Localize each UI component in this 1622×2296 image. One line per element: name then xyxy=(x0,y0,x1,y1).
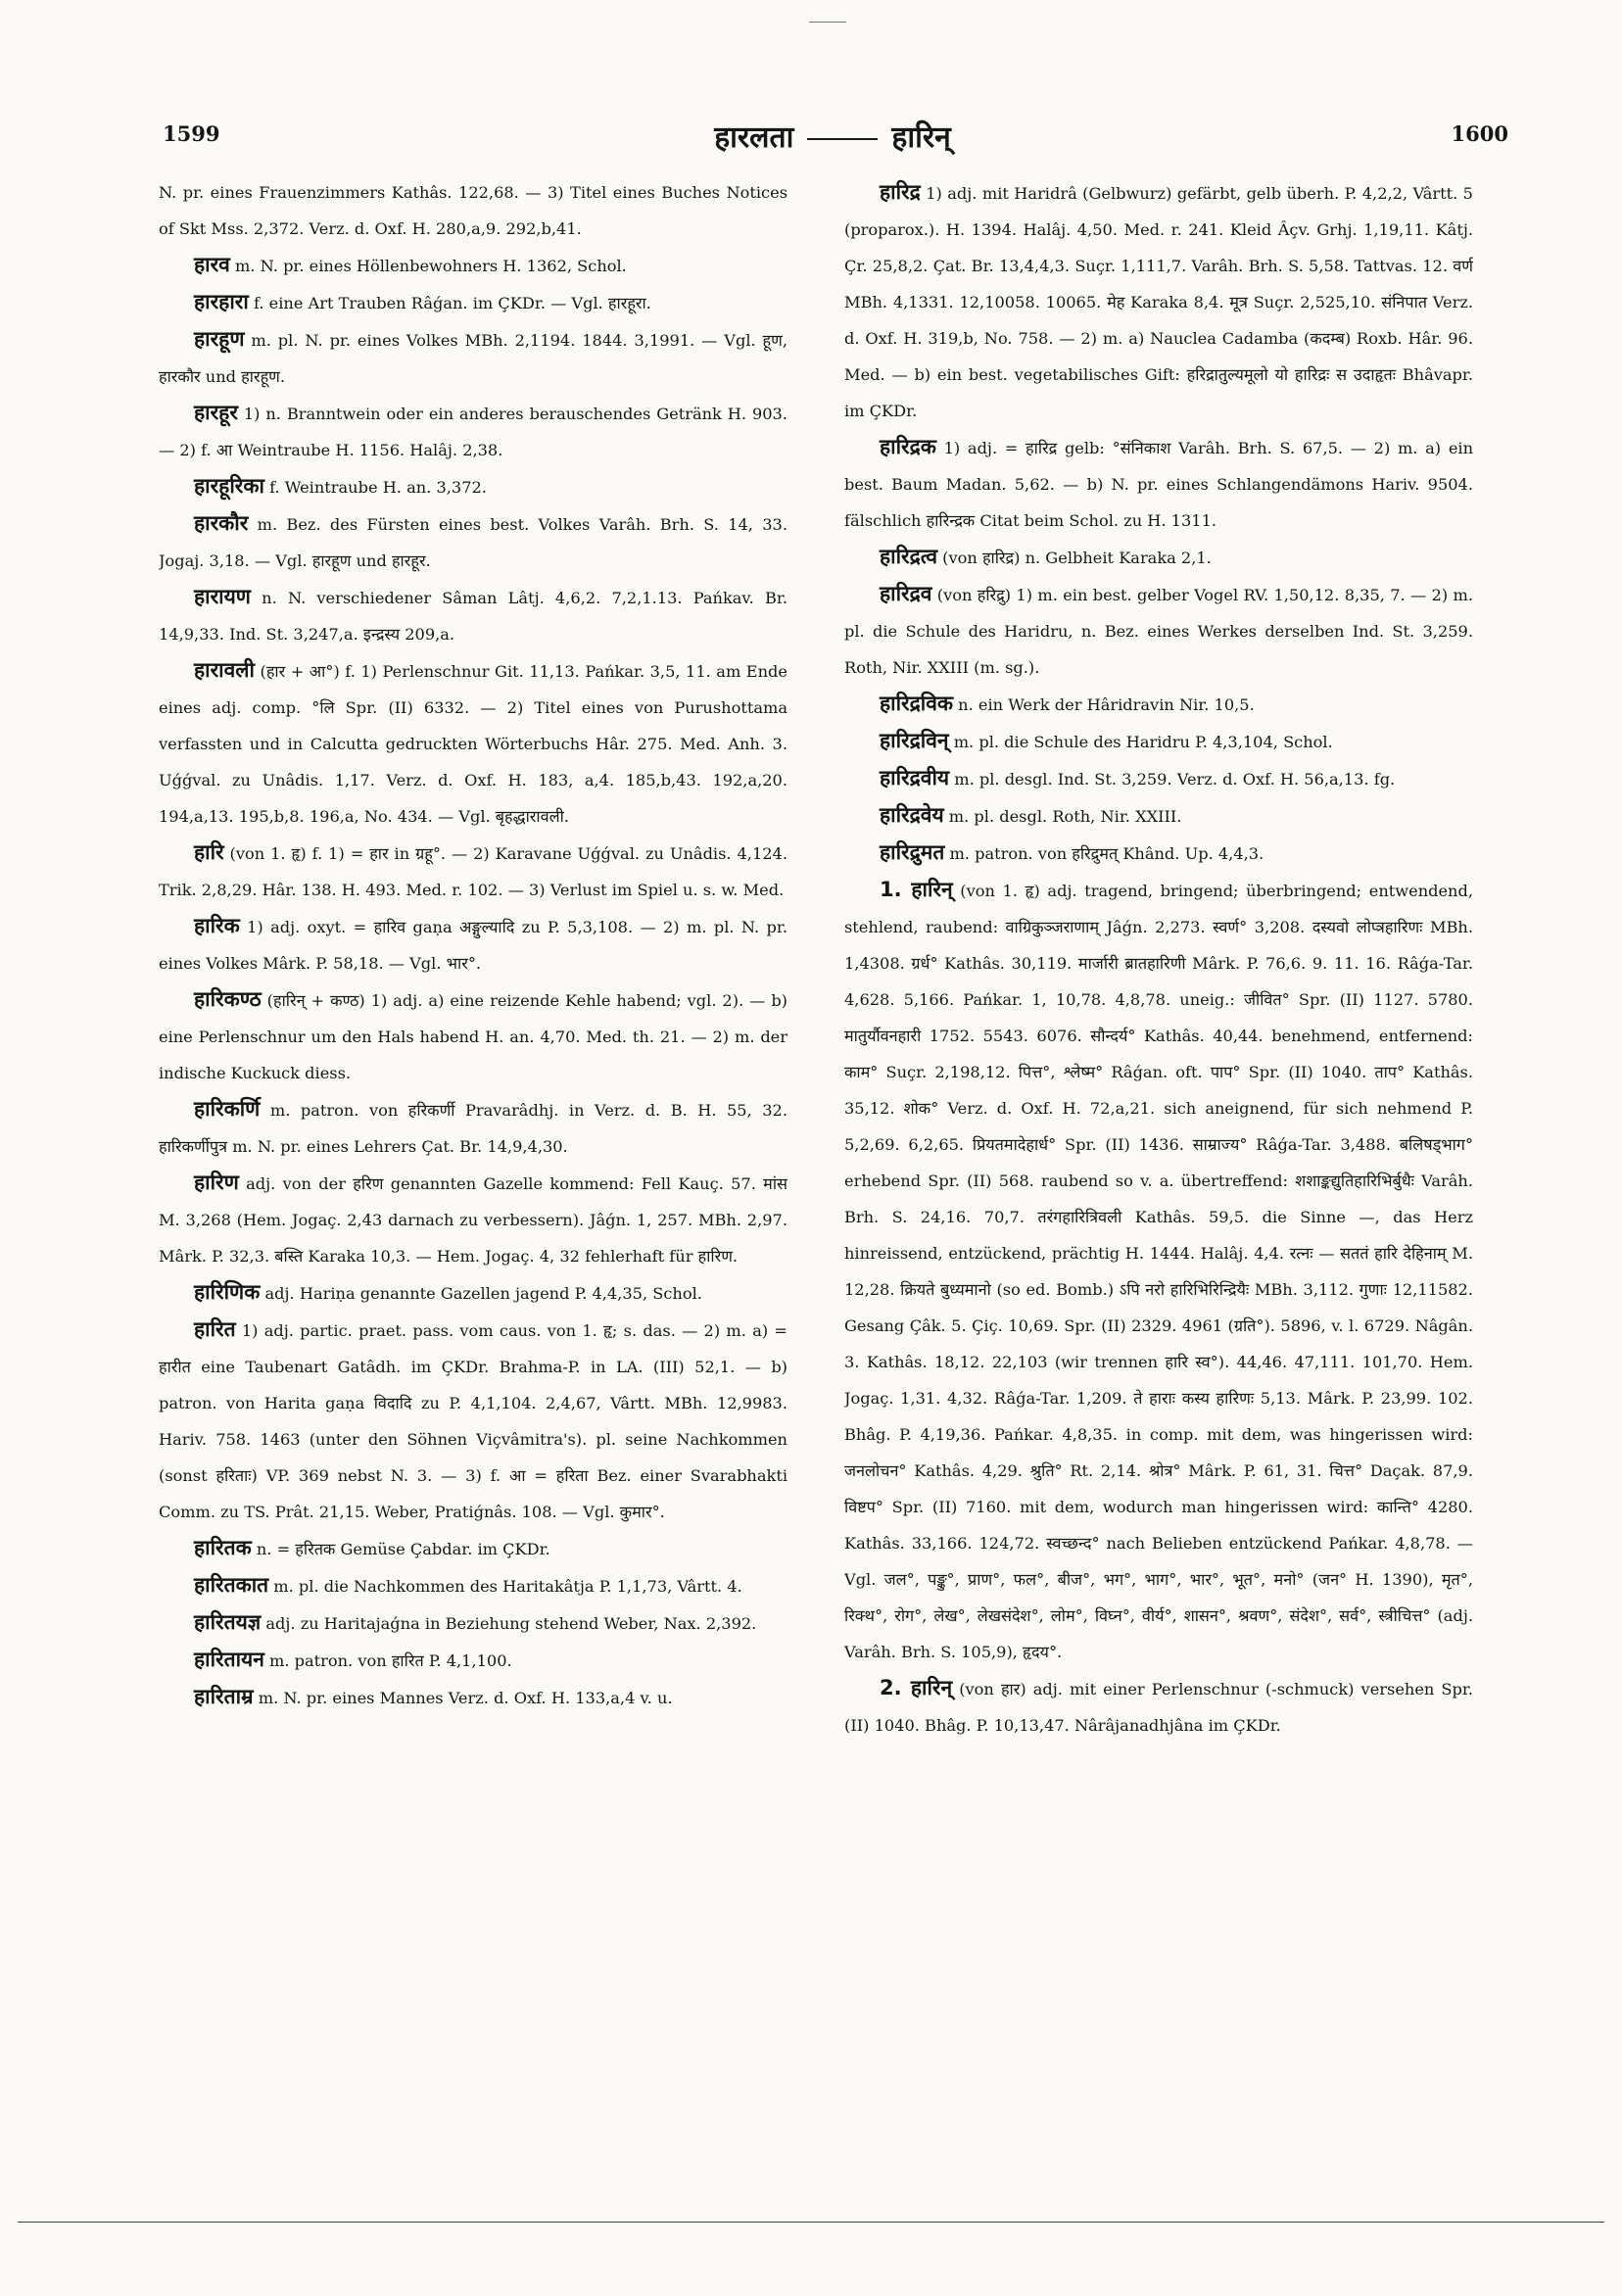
dictionary-entry xyxy=(159,1530,787,1567)
entry-headword: हारिद्रवेय xyxy=(880,803,944,827)
running-head-dash xyxy=(807,138,878,140)
dictionary-entry xyxy=(844,576,1473,686)
entry-text: N. pr. eines Frauenzimmers Kathâs. 122,68. — 3) Titel eines Buches Notices of Skt Mss. 2,372. Verz. d. Oxf. H. 280,a,9. 292,b,41. xyxy=(159,183,787,238)
entry-text: 1) n. Branntwein oder ein anderes berauschendes Getränk H. 903. — 2) f. आ Weintraube H. 1156. Halâj. 2,38. xyxy=(159,405,787,459)
dictionary-entry xyxy=(159,284,787,321)
dictionary-entry xyxy=(159,1567,787,1604)
dictionary-entry xyxy=(159,1642,787,1679)
entry-headword: हारिकण्ठ xyxy=(194,987,262,1011)
dictionary-entry xyxy=(844,797,1473,835)
entry-text: (von 1. हृ) adj. tragend, bringend; überbringend; entwendend, stehlend, raubend: वाग्रिकुञ्जराणाम् Jâǵn. 2,273. स्वर्ण° 3,208. दस्यवो लोप्त्रहारिणः MBh. 1,4308. ग्रर्ध° Kathâs. 30,119. मार्जारी ब्रातहारिणी Mârk. P. 76,6. 9. 11. 16. Râǵa-Tar. 4,628. 5,166. Pańkar. 1, 10,78. 4,8,78. uneig.: जीवित° Spr. (II) 1127. 5780. मातुर्यौवनहारी 1752. 5543. 6076. सौन्दर्य° Kathâs. 40,44. benehmend, entfernend: काम° Suçr. 2,198,12. पित्त°, श्लेष्म° Râǵan. oft. पाप° Spr. (II) 1040. ताप° Kathâs. 35,12. शोक° Verz. d. Oxf. H. 72,a,21. sich aneignend, für sich nehmend P. 5,2,69. 6,2,65. प्रियतमादेहार्ध° Spr. (II) 1436. साम्राज्य° Râǵa-Tar. 3,488. बलिषड्भाग° erhebend Spr. (II) 568. raubend so v. a. übertreffend: शशाङ्कद्युतिहारिभिर्बुधैः Varâh. Brh. S. 24,16. 70,7. तरंगहारित्रिवली Kathâs. 59,5. die Sinne —, das Herz hinreissend, entzückend, prächtig H. 1444. Halâj. 4,4. रत्नः — सततं हारि देहिनाम् M. 12,28. क्रियते बुध्यमानो (so ed. Bomb.) ऽपि नरो हारिभिरिन्द्रियैः MBh. 3,112. गुणाः 12,11582. Gesang Çâk. 5. Çiç. 10,69. Spr. (II) 2329. 4961 (ग्रति°). 5896, v. l. 6729. Nâgân. 3. Kathâs. 18,12. 22,103 (wir trennen हारि स्व°). 44,46. 47,111. 101,70. Hem. Jogaç. 1,31. 4,32. Râǵa-Tar. 1,209. ते हाराः कस्य हारिणः 5,13. Mârk. P. 23,99. 102. Bhâg. P. 4,19,36. Pańkar. 4,8,35. in comp. mit dem, was hingerissen wird: जनलोचन° Kathâs. 4,29. श्रुति° Rt. 2,14. श्रोत्र° Mârk. P. 61, 31. चित्त° Daçak. 87,9. विष्टप° Spr. (II) 7160. mit dem, wodurch man hingerissen wird: कान्ति° 4280. Kathâs. 33,166. 124,72. स्वच्छन्द° nach Belieben entzückend Pańkar. 4,8,78. — Vgl. जल°, पङ्कु°, प्राण°, फल°, बीज°, भग°, भाग°, भार°, भूत°, मनो° (जन° H. 1390), मृत°, रिक्थ°, रोग°, लेख°, लेखसंदेश°, लोम°, विघ्न°, वीर्य°, शासन°, श्रवण°, संदेश°, सर्व°, स्त्रीचित्त° (adj. Varâh. Brh. S. 105,9), हृदय°. xyxy=(844,882,1473,1661)
running-head-right: हारिन् xyxy=(891,120,951,155)
entry-headword: हारव xyxy=(194,253,230,276)
entry-headword: हारिद्रवीय xyxy=(880,766,950,789)
entry-text: m. pl. die Nachkommen des Haritakâtja P. 1,1,73, Vârtt. 4. xyxy=(268,1577,742,1596)
dictionary-entry xyxy=(159,652,787,835)
entry-headword: हारावली xyxy=(194,658,255,682)
entry-text: m. pl. desgl. Roth, Nir. XXIII. xyxy=(943,807,1182,826)
entry-headword: हारिद्रविक xyxy=(880,692,954,715)
entry-headword: हारहूण xyxy=(194,327,245,351)
entry-text: (हार + आ°) f. 1) Perlenschnur Git. 11,13. Pańkar. 3,5, 11. am Ende eines adj. comp. °लि Spr. (II) 6332. — 2) Titel eines von Purushottama verfassten und in Calcutta gedruckten Wörterbuchs Hâr. 275. Med. Anh. 3. Uǵǵval. zu Unâdis. 1,17. Verz. d. Oxf. H. 183, a,4. 185,b,43. 192,a,20. 194,a,13. 195,b,8. 196,a, No. 434. — Vgl. बृहद्धारावली. xyxy=(159,662,787,826)
dictionary-entry xyxy=(159,1091,787,1165)
dictionary-entry xyxy=(844,760,1473,797)
entry-headword: हारहारा xyxy=(194,290,249,313)
dictionary-entry xyxy=(159,1604,787,1642)
dictionary-entry xyxy=(159,981,787,1091)
dictionary-entry xyxy=(159,468,787,505)
entry-headword: हारायण xyxy=(194,585,251,608)
footer-rule xyxy=(18,2222,1604,2223)
entry-headword: हारिण xyxy=(194,1171,239,1194)
entry-headword: हारहूरिका xyxy=(194,474,264,498)
entry-text: 1) adj. oxyt. = हारिव gaṇa अङ्गुल्यादि zu P. 5,3,108. — 2) m. pl. N. pr. eines Volkes Mârk. P. 58,18. — Vgl. भार°. xyxy=(159,918,787,973)
entry-text: m. N. pr. eines Mannes Verz. d. Oxf. H. 133,a,4 v. u. xyxy=(253,1689,673,1707)
entry-text: m. patron. von हरिद्रुमत् Khând. Up. 4,4,3. xyxy=(944,844,1264,863)
entry-headword: हारहूर xyxy=(194,401,238,424)
dictionary-entry xyxy=(159,1274,787,1312)
dictionary-entry xyxy=(159,174,787,247)
entry-headword: हारिद्रविन् xyxy=(880,729,949,752)
left-column xyxy=(159,174,787,2016)
page-number-left: 1599 xyxy=(163,121,220,146)
entry-headword: हारितकात xyxy=(194,1573,269,1597)
entry-headword: 1. हारिन् xyxy=(880,878,953,901)
entry-headword: हारिद्रुमत xyxy=(880,840,945,864)
entry-text: 1) adj. = हारिद्र gelb: °संनिकाश Varâh. Brh. S. 67,5. — 2) m. a) ein best. Baum Madan. 5,62. — b) N. pr. eines Schlangendämons Hariv. 9504. fälschlich हारिन्द्रक Citat beim Schol. zu H. 1311. xyxy=(844,439,1473,530)
entry-text: n. N. verschiedener Sâman Lâtj. 4,6,2. 7,2,1.13. Pańkav. Br. 14,9,33. Ind. St. 3,247,a. इन्द्रस्य 209,a. xyxy=(159,589,787,644)
dictionary-entry xyxy=(159,247,787,284)
top-mark xyxy=(809,22,846,23)
entry-text: f. eine Art Trauben Râǵan. im ÇKDr. — Vgl. हारहूरा. xyxy=(248,294,651,312)
entry-text: n. ein Werk der Hâridravin Nir. 10,5. xyxy=(953,695,1255,714)
entry-headword: 2. हारिन् xyxy=(880,1676,953,1699)
page-number-right: 1600 xyxy=(1451,121,1508,146)
dictionary-entry xyxy=(159,505,787,579)
dictionary-entry xyxy=(159,1679,787,1716)
dictionary-entry xyxy=(844,723,1473,760)
dictionary-entry xyxy=(844,686,1473,723)
dictionary-entry xyxy=(159,1165,787,1274)
page-header xyxy=(157,116,1508,163)
entry-headword: हारि xyxy=(194,840,224,864)
entry-text: adj. von der हरिण genannten Gazelle kommend: Fell Kauç. 57. मांस M. 3,268 (Hem. Jogaç. 2,43 darnach zu verbessern). Jâǵn. 1, 257. MBh. 2,97. Mârk. P. 32,3. बस्ति Karaka 10,3. — Hem. Jogaç. 4, 32 fehlerhaft für हारिण. xyxy=(159,1174,787,1266)
entry-headword: हारकौर xyxy=(194,511,249,535)
entry-text: m. pl. N. pr. eines Volkes MBh. 2,1194. 1844. 3,1991. — Vgl. हूण, हारकौर und हारहूण. xyxy=(159,331,787,386)
dictionary-entry xyxy=(159,1312,787,1530)
dictionary-entry xyxy=(159,835,787,908)
entry-headword: हारिद्रत्व xyxy=(880,545,938,568)
entry-text: m. pl. die Schule des Haridru P. 4,3,104, Schol. xyxy=(948,733,1333,751)
dictionary-entry xyxy=(844,835,1473,872)
running-head-left: हारलता xyxy=(714,120,794,155)
entry-headword: हारिणिक xyxy=(194,1280,261,1304)
entry-headword: हारिद्र xyxy=(880,180,921,204)
entry-headword: हारिकर्णि xyxy=(194,1097,261,1121)
right-column xyxy=(844,174,1473,2016)
dictionary-entry xyxy=(159,908,787,981)
entry-text: m. patron. von हारित P. 4,1,100. xyxy=(263,1651,512,1670)
entry-headword: हारितायन xyxy=(194,1648,264,1671)
dictionary-entry xyxy=(844,539,1473,576)
entry-text: adj. zu Haritajaǵna in Beziehung stehend Weber, Nax. 2,392. xyxy=(261,1614,757,1633)
entry-text: (von हारिद्र) n. Gelbheit Karaka 2,1. xyxy=(937,549,1212,567)
entry-text: m. patron. von हरिकर्णी Pravarâdhj. in Verz. d. B. H. 55, 32. हारिकर्णीपुत्र m. N. pr. eines Lehrers Çat. Br. 14,9,4,30. xyxy=(159,1101,787,1156)
entry-headword: हारितक xyxy=(194,1536,252,1559)
entry-text: 1) adj. partic. praet. pass. vom caus. von 1. हृ; s. das. — 2) m. a) = हारीत eine Taubenart Gatâdh. im ÇKDr. Brahma-P. in LA. (III) 52,1. — b) patron. von Harita gaṇa विदादि zu P. 4,1,104. 2,4,67, Vârtt. MBh. 12,9983. Hariv. 758. 1463 (unter den Söhnen Viçvâmitra's). pl. seine Nachkommen (sonst हरिताः) VP. 369 nebst N. 3. — 3) f. आ = हरिता Bez. einer Svarabhakti Comm. zu TS. Prât. 21,15. Weber, Pratiǵnâs. 108. — Vgl. कुमार°. xyxy=(159,1321,787,1521)
entry-text: (von हार) adj. mit einer Perlenschnur (-schmuck) versehen Spr. (II) 1040. Bhâg. P. 10,13,47. Nârâjanadhjâna im ÇKDr. xyxy=(844,1680,1473,1735)
entry-text: (von हरिद्रु) 1) m. ein best. gelber Vogel RV. 1,50,12. 8,35, 7. — 2) m. pl. die Schule des Haridru, n. Bez. eines Werkes derselben Ind. St. 3,259. Roth, Nir. XXIII (m. sg.). xyxy=(844,586,1473,677)
entry-text: adj. Hariṇa genannte Gazellen jagend P. 4,4,35, Schol. xyxy=(260,1284,702,1303)
running-head xyxy=(157,116,1508,156)
dictionary-entry xyxy=(159,579,787,652)
entry-headword: हारिद्रव xyxy=(880,582,932,605)
dictionary-entry xyxy=(844,429,1473,539)
entry-text: m. N. pr. eines Höllenbewohners H. 1362, Schol. xyxy=(229,257,627,275)
dictionary-entry xyxy=(844,174,1473,429)
entry-text: m. Bez. des Fürsten eines best. Volkes Varâh. Brh. S. 14, 33. Jogaj. 3,18. — Vgl. हारहूण und हारहूर. xyxy=(159,515,787,570)
dictionary-entry xyxy=(844,872,1473,1670)
entry-text: (हारिन् + कण्ठ) 1) adj. a) eine reizende Kehle habend; vgl. 2). — b) eine Perlenschnur um den Hals habend H. an. 4,70. Med. th. 21. — 2) m. der indische Kuckuck diess. xyxy=(159,991,787,1082)
dictionary-entry xyxy=(844,1670,1473,1744)
entry-headword: हारित xyxy=(194,1317,236,1341)
dictionary-entry xyxy=(159,395,787,468)
entry-text: 1) adj. mit Haridrâ (Gelbwurz) gefärbt, gelb überh. P. 4,2,2, Vârtt. 5 (proparox.). H. 1394. Halâj. 4,50. Med. r. 241. Kleid Âçv. Grhj. 1,19,11. Kâtj. Çr. 25,8,2. Çat. Br. 13,4,4,3. Suçr. 1,111,7. Varâh. Brh. S. 5,58. Tattvas. 12. वर्ण MBh. 4,1331. 12,10058. 10065. मेह Karaka 8,4. मूत्र Suçr. 2,525,10. संनिपात Verz. d. Oxf. H. 319,b, No. 758. — 2) m. a) Nauclea Cadamba (कदम्ब) Roxb. Hâr. 96. Med. — b) ein best. vegetabilisches Gift: हरिद्रातुल्यमूलो यो हारिद्रः स उदाहृतः Bhâvapr. im ÇKDr. xyxy=(844,184,1473,420)
dictionary-entry xyxy=(159,321,787,395)
entry-headword: हारिताम्र xyxy=(194,1685,254,1708)
entry-text: f. Weintraube H. an. 3,372. xyxy=(263,478,487,497)
entry-text: (von 1. हृ) f. 1) = हार in ग्रहू°. — 2) Karavane Uǵǵval. zu Unâdis. 4,124. Trik. 2,8,29. Hâr. 138. H. 493. Med. r. 102. — 3) Verlust im Spiel u. s. w. Med. xyxy=(159,844,787,899)
entry-headword: हारिद्रक xyxy=(880,435,936,458)
entry-headword: हारिक xyxy=(194,914,240,937)
entry-text: m. pl. desgl. Ind. St. 3,259. Verz. d. Oxf. H. 56,a,13. fg. xyxy=(949,770,1396,789)
entry-headword: हारितयज्ञ xyxy=(194,1610,262,1634)
entry-text: n. = हरितक Gemüse Çabdar. im ÇKDr. xyxy=(251,1540,550,1558)
